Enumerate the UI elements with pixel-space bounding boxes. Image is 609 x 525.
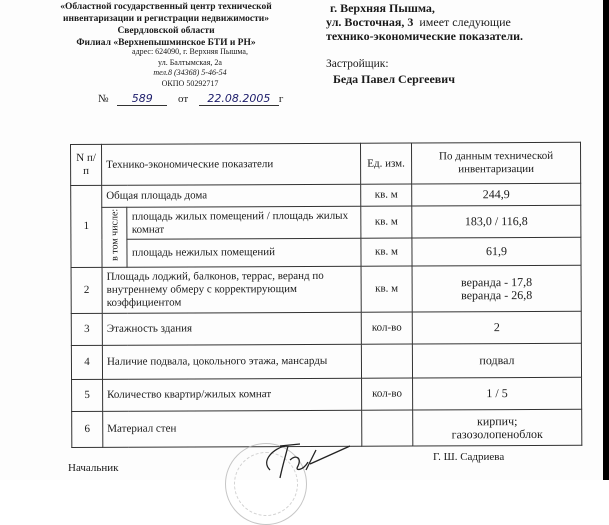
builder-name: Беда Павел Сергеевич bbox=[333, 72, 455, 86]
org-line: инвентаризации и регистрации недвижимости» bbox=[63, 14, 269, 24]
date-label: от bbox=[178, 93, 189, 105]
row-num: 4 bbox=[71, 345, 102, 379]
footer-signer: Г. Ш. Садриева bbox=[433, 451, 505, 463]
value-line: газозолопеноблок bbox=[451, 426, 543, 441]
value-line: кирпич; bbox=[476, 413, 518, 428]
table-row bbox=[72, 377, 582, 411]
date-suffix: г bbox=[278, 93, 284, 105]
builder-label: Застройщик: bbox=[326, 58, 389, 70]
row-value: 1 / 5 bbox=[413, 377, 582, 410]
header-num: N п/п bbox=[71, 144, 102, 185]
document-number-line bbox=[98, 92, 283, 106]
table-row bbox=[71, 237, 581, 267]
table-header-row bbox=[71, 142, 581, 185]
indicators-table bbox=[70, 142, 582, 448]
row-indicator: Площадь лоджий, балконов, террас, веранд по внутреннему обмеру с корректирующим коэффициентом bbox=[102, 266, 361, 313]
table-row bbox=[71, 205, 581, 239]
row-unit: кв. м bbox=[361, 206, 412, 238]
footer-position: Начальник bbox=[68, 462, 119, 474]
row-indicator: Материал стен bbox=[103, 410, 362, 447]
header-indicator: Технико-экономические показатели bbox=[102, 143, 361, 185]
row-num: 2 bbox=[71, 267, 102, 313]
object-city: г. Верхняя Пышма, bbox=[330, 1, 435, 15]
org-line: «Областной государственный центр технической bbox=[60, 2, 272, 12]
row-indicator: Наличие подвала, цокольного этажа, мансарды bbox=[102, 344, 361, 379]
address-line: адрес: 624090, г. Верхняя Пышма, bbox=[132, 47, 248, 56]
row-indicator: площадь жилых помещений / площадь жилых комнат bbox=[127, 206, 361, 239]
table-row bbox=[71, 311, 581, 345]
row-unit: кв. м bbox=[361, 238, 412, 266]
row-unit: кол-во bbox=[361, 312, 412, 344]
row-indicator: Общая площадь дома bbox=[102, 184, 361, 207]
row-value: 244,9 bbox=[412, 183, 581, 206]
statement-tail: имеет следующие bbox=[419, 15, 511, 29]
row-value: 2 bbox=[412, 311, 581, 344]
object-description bbox=[326, 1, 523, 43]
phone: тел.8 (34368) 5-46-54 bbox=[153, 68, 227, 77]
row-unit: кол-во bbox=[362, 378, 413, 410]
document-number: 589 bbox=[117, 92, 167, 106]
row-unit bbox=[361, 344, 412, 378]
row-value: 61,9 bbox=[412, 237, 581, 266]
organization-header bbox=[38, 1, 294, 49]
table-row bbox=[71, 265, 581, 313]
row-indicator: Этажность здания bbox=[102, 312, 361, 345]
address-line: ул. Балтымская, 2а bbox=[158, 57, 222, 67]
row-num: 6 bbox=[72, 411, 103, 447]
row-unit bbox=[362, 410, 413, 446]
statement-bold: технико-экономические показатели. bbox=[326, 29, 524, 43]
document-date: 22.08.2005 bbox=[199, 92, 279, 106]
row-unit: кв. м bbox=[361, 266, 412, 312]
row-unit: кв. м bbox=[361, 184, 412, 206]
row-value: 183,0 / 116,8 bbox=[412, 205, 581, 238]
sub-label-cell bbox=[102, 207, 128, 267]
row-num: 5 bbox=[72, 379, 103, 411]
header-unit: Ед. изм. bbox=[360, 143, 411, 184]
signature-icon bbox=[230, 440, 350, 480]
org-line: Филиал «Верхнепышминское БТИ и РН» bbox=[76, 38, 256, 48]
row-indicator: Количество квартир/жилых комнат bbox=[103, 378, 362, 411]
row-indicator: площадь нежилых помещений bbox=[127, 238, 361, 267]
row-value: подвал bbox=[412, 343, 581, 378]
header-value: По данным технической инвентаризации bbox=[411, 142, 580, 184]
row-value bbox=[412, 265, 581, 312]
scan-edge bbox=[603, 0, 609, 480]
row-value bbox=[413, 409, 582, 446]
row-num: 3 bbox=[71, 313, 102, 345]
sub-label: в том числе: bbox=[109, 209, 121, 262]
value-line: веранда - 26,8 bbox=[461, 287, 533, 302]
row-num: 1 bbox=[71, 185, 102, 267]
org-line: Свердловской области bbox=[117, 26, 215, 36]
value-line: веранда - 17,8 bbox=[461, 274, 533, 289]
table-row bbox=[71, 343, 581, 379]
okpo: ОКПО 50292717 bbox=[161, 78, 219, 88]
object-street: ул. Восточная, 3 bbox=[326, 15, 414, 29]
organization-address bbox=[100, 47, 280, 89]
table-row bbox=[71, 183, 581, 207]
number-label: № bbox=[98, 93, 109, 105]
